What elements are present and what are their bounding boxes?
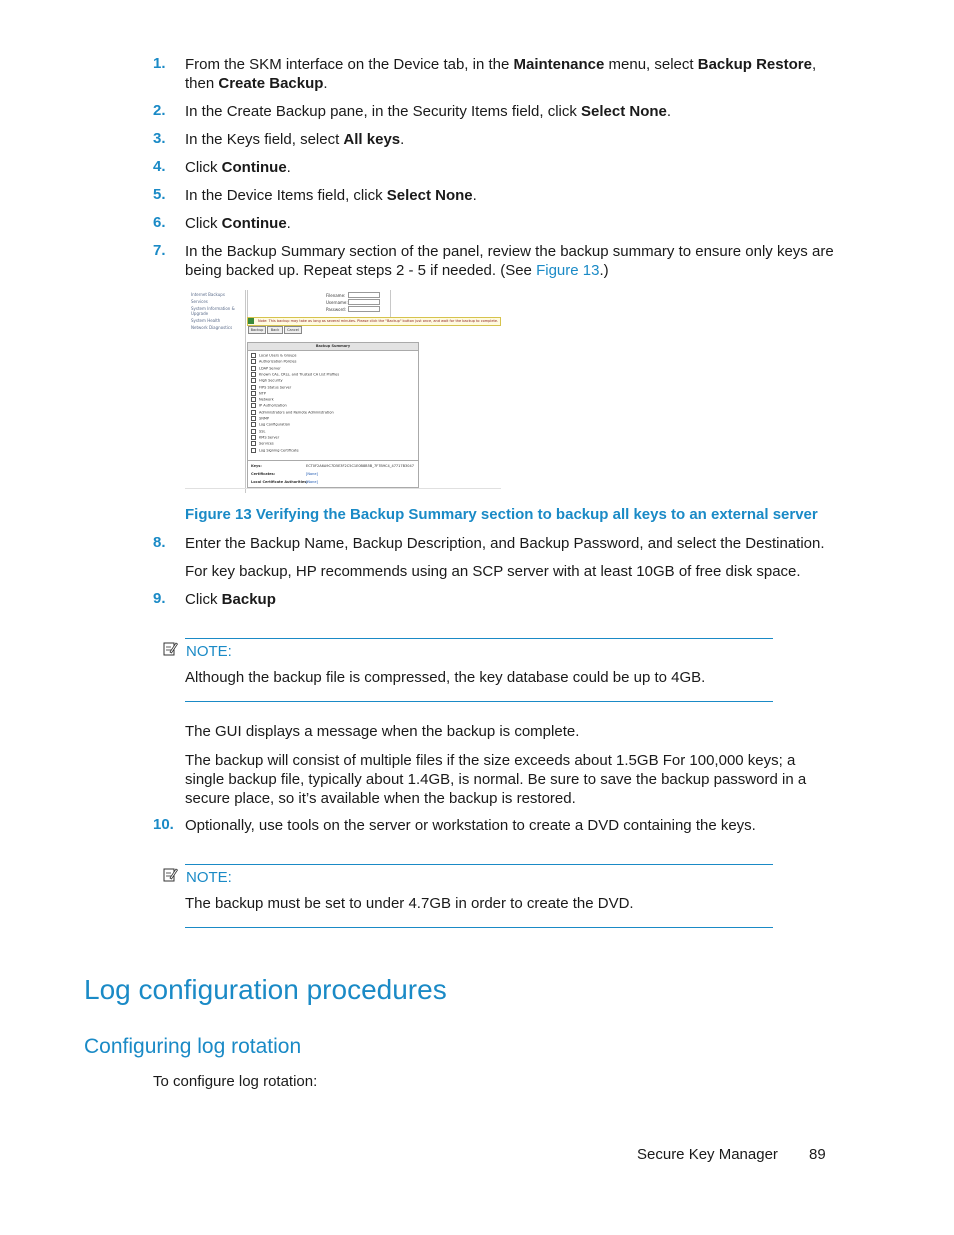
checkbox[interactable] xyxy=(251,403,256,408)
form-label: Username: xyxy=(326,300,348,305)
nav-item: Network Diagnostics xyxy=(191,325,233,330)
nav-item: Services xyxy=(191,299,208,304)
backup-note-bar: Note: This backup may take as long as several minutes. Please click the "Backup" button just once, and wait for the backup to complete. xyxy=(247,317,501,326)
step-8-extra: For key backup, HP recommends using an SCP server with at least 10GB of free disk space. xyxy=(185,563,801,580)
page-number: 89 xyxy=(809,1146,826,1163)
step-number: 4. xyxy=(153,158,166,175)
checkbox[interactable] xyxy=(251,416,256,421)
note-rule-top xyxy=(185,864,773,865)
step-number: 9. xyxy=(153,590,166,607)
step-number: 10. xyxy=(153,816,174,833)
step-2-text: In the Create Backup pane, in the Security Items field, click Select None. xyxy=(185,103,672,120)
checkbox[interactable] xyxy=(251,429,256,434)
back-button[interactable]: Back xyxy=(267,326,283,334)
checkbox[interactable] xyxy=(251,391,256,396)
checkbox[interactable] xyxy=(251,435,256,440)
certificates-value[interactable]: [None] xyxy=(306,472,318,476)
form-label: Password: xyxy=(326,307,347,312)
step-number: 7. xyxy=(153,242,166,259)
note-icon xyxy=(163,867,178,882)
summary-item: IP Authorization xyxy=(251,403,287,408)
summary-item: Log Signing Certificate xyxy=(251,448,299,453)
summary-item: SNMP xyxy=(251,416,269,421)
username-input[interactable] xyxy=(348,299,380,305)
summary-item: SSL xyxy=(251,429,265,434)
figure-caption: Figure 13 Verifying the Backup Summary section to backup all keys to an external server xyxy=(185,506,818,523)
summary-item: FIPS Status Server xyxy=(251,385,291,390)
summary-item: Authorization Policies xyxy=(251,359,297,364)
filename-input[interactable] xyxy=(348,292,380,298)
paragraph: The GUI displays a message when the backup is complete. xyxy=(185,723,580,740)
checkbox[interactable] xyxy=(251,410,256,415)
left-nav xyxy=(185,290,246,493)
summary-item: Network xyxy=(251,397,274,402)
step-number: 1. xyxy=(153,55,166,72)
step-6-text: Click Continue. xyxy=(185,215,291,232)
figure-13-screenshot xyxy=(185,290,501,493)
note-label: NOTE: xyxy=(186,869,232,886)
step-number: 8. xyxy=(153,534,166,551)
step-1-text: From the SKM interface on the Device tab, in the Maintenance menu, select Backup Restore, then Create Backup. xyxy=(185,56,817,92)
check-icon xyxy=(248,318,254,324)
nav-item: System Information & Upgrade xyxy=(191,306,235,316)
paragraph: The backup will consist of multiple files if the size exceeds about 1.5GB For 100,000 keys; a single backup file, typically about 1.4GB, is normal. Be sure to save the backup password in a secure place, so it’s available when the backup is restored. xyxy=(185,752,807,807)
summary-item: NTP xyxy=(251,391,266,396)
keys-value: ECT0F2A6A9C7D5E3F2C5C1E0B8B5B_7F7B9C4_47717B3047 xyxy=(306,464,414,468)
checkbox[interactable] xyxy=(251,366,256,371)
cancel-button[interactable]: Cancel xyxy=(284,326,302,334)
footer-product: Secure Key Manager xyxy=(637,1146,778,1163)
lca-label: Local Certificate Authorities: xyxy=(251,480,308,484)
subsection-title: Configuring log rotation xyxy=(84,1035,302,1058)
step-9-text: Click Backup xyxy=(185,591,276,608)
backup-form xyxy=(247,290,391,318)
note-rule-bottom xyxy=(185,927,773,928)
backup-summary-panel xyxy=(247,342,419,488)
step-number: 3. xyxy=(153,130,166,147)
summary-item: Log Configuration xyxy=(251,422,290,427)
summary-title: Backup Summary xyxy=(248,343,418,351)
checkbox[interactable] xyxy=(251,422,256,427)
note-label: NOTE: xyxy=(186,643,232,660)
summary-item: Services xyxy=(251,441,274,446)
summary-item: Administrators and Remote Administration xyxy=(251,410,334,415)
certificates-label: Certificates: xyxy=(251,472,276,476)
lca-value[interactable]: [None] xyxy=(306,480,318,484)
summary-item: High Security xyxy=(251,378,283,383)
checkbox[interactable] xyxy=(251,385,256,390)
password-input[interactable] xyxy=(348,306,380,312)
step-number: 2. xyxy=(153,102,166,119)
nav-item: System Health xyxy=(191,318,221,323)
figure-13-link[interactable]: Figure 13 xyxy=(536,262,600,279)
figure-rule xyxy=(185,488,501,489)
step-7-text: In the Backup Summary section of the panel, review the backup summary to ensure only keys are being backed up. Repeat steps 2 - 5 if needed. (See Figure 13.) xyxy=(185,243,834,279)
note-text: Although the backup file is compressed, the key database could be up to 4GB. xyxy=(185,669,706,686)
summary-item: LDAP Server xyxy=(251,366,281,371)
backup-button[interactable]: Backup xyxy=(248,326,266,334)
summary-details xyxy=(248,460,418,488)
checkbox[interactable] xyxy=(251,441,256,446)
checkbox[interactable] xyxy=(251,353,256,358)
form-label: Filename: xyxy=(326,293,346,298)
step-3-text: In the Keys field, select All keys. xyxy=(185,131,405,148)
summary-item: KMS Server xyxy=(251,435,279,440)
keys-label: Keys: xyxy=(251,464,262,468)
section-title: Log configuration procedures xyxy=(84,974,447,1005)
step-number: 5. xyxy=(153,186,166,203)
step-8-text: Enter the Backup Name, Backup Description, and Backup Password, and select the Destination. xyxy=(185,535,825,552)
checkbox[interactable] xyxy=(251,359,256,364)
note-text: The backup must be set to under 4.7GB in order to create the DVD. xyxy=(185,895,634,912)
step-number: 6. xyxy=(153,214,166,231)
note-icon xyxy=(163,641,178,656)
step-10-text: Optionally, use tools on the server or workstation to create a DVD containing the keys. xyxy=(185,817,756,834)
intro-text: To configure log rotation: xyxy=(153,1073,318,1090)
nav-item: Internet Backups xyxy=(191,292,225,297)
summary-item: Local Users & Groups xyxy=(251,353,296,358)
note-rule-top xyxy=(185,638,773,639)
checkbox[interactable] xyxy=(251,397,256,402)
note-rule-bottom xyxy=(185,701,773,702)
summary-item: Known CAs, CRLs, and Trusted CA List Profiles xyxy=(251,372,339,377)
checkbox[interactable] xyxy=(251,448,256,453)
step-5-text: In the Device Items field, click Select None. xyxy=(185,187,477,204)
checkbox[interactable] xyxy=(251,372,256,377)
step-4-text: Click Continue. xyxy=(185,159,291,176)
checkbox[interactable] xyxy=(251,378,256,383)
